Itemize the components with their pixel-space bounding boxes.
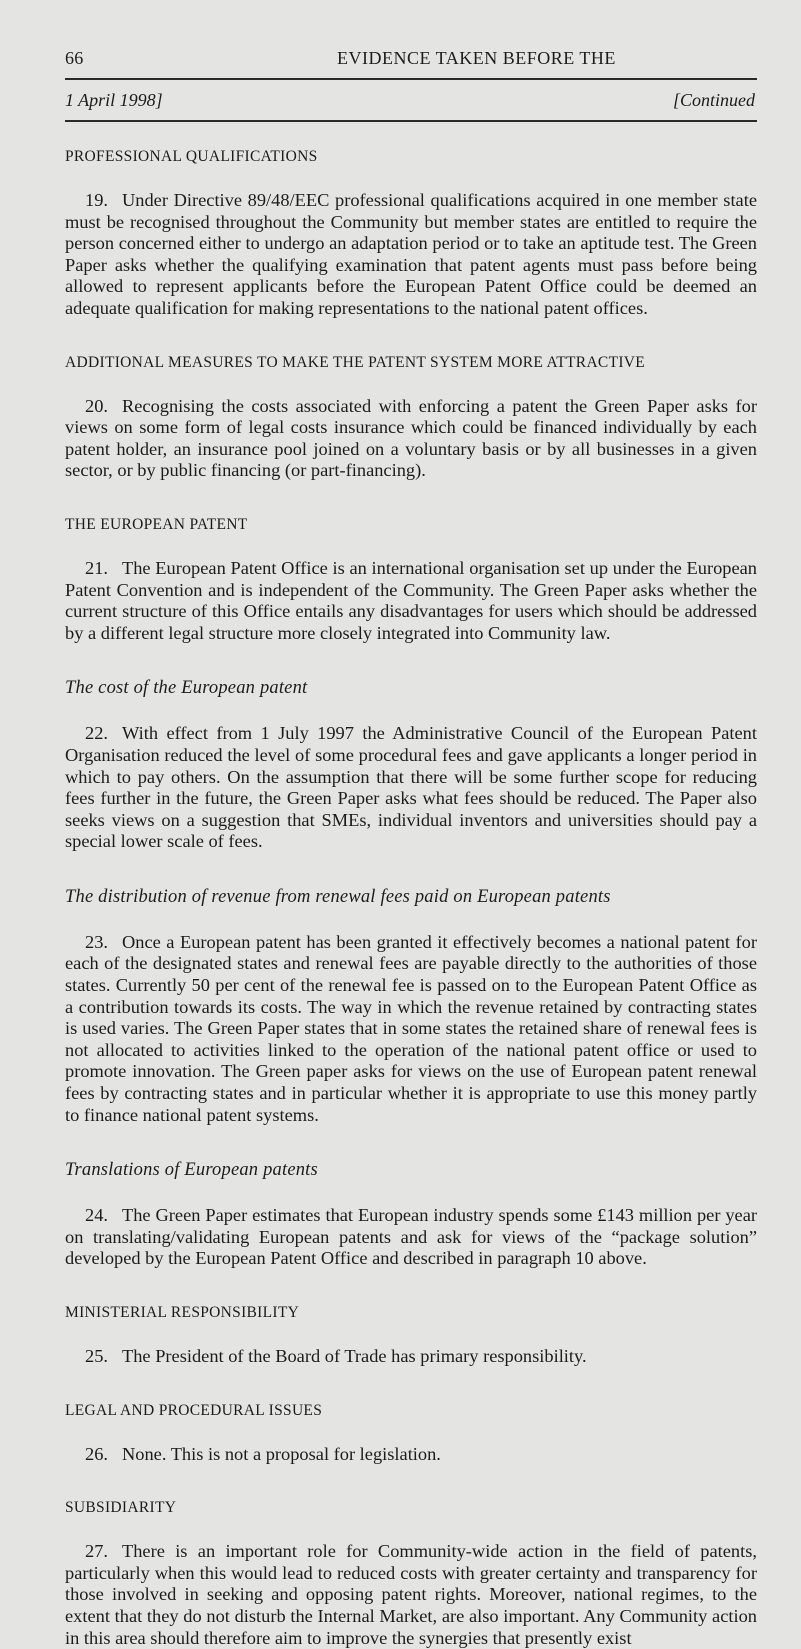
running-head: [65, 48, 757, 74]
paragraph-text: The European Patent Office is an international organisation set up under the European Patent Convention and is independent of the Community. The Green Paper asks whether the current structure of this Office entails any disadvantages for users which should be addressed by a different legal structure more closely integrated into Community law.: [65, 557, 757, 643]
section-heading: [65, 1499, 757, 1517]
section-heading-text: Translations of European patents: [65, 1160, 318, 1181]
header-rule-top: [65, 78, 757, 80]
paragraph-21: [65, 558, 757, 644]
paragraph-26: [65, 1444, 757, 1466]
section-heading-text: SUBSIDIARITY: [65, 1499, 177, 1517]
running-head-title: EVIDENCE TAKEN BEFORE THE: [337, 48, 616, 68]
section-heading-text: ADDITIONAL MEASURES TO MAKE THE PATENT SYSTEM MORE ATTRACTIVE: [65, 353, 646, 371]
paragraph-25: [65, 1346, 757, 1368]
paragraph-text: There is an important role for Community-wide action in the field of patents, particularly when this would lead to reduced costs with greater certainty and transparency for those involved in seeking and opposing patent rights. Moreover, national regimes, to the extent that they do not disturb the Internal Market, are also important. Any Community action in this area should therefore aim to improve the synergies that presently exist: [65, 1541, 757, 1648]
paragraph-number: 26.: [85, 1443, 108, 1464]
evidence-date: 1 April 1998]: [65, 90, 163, 110]
paragraph-number: 27.: [85, 1541, 108, 1562]
paragraph-number: 25.: [85, 1346, 108, 1366]
section-heading: [65, 1160, 757, 1181]
paragraph-text: None. This is not a proposal for legislation.: [122, 1443, 441, 1464]
section-heading: [65, 148, 757, 166]
paragraph-text: Recognising the costs associated with enforcing a patent the Green Paper asks for views on some form of legal costs insurance which could be financed individually by each patent holder, an insurance pool joined on a voluntary basis or by all businesses in a given sector, or by public financing (or part-financing).: [65, 395, 757, 481]
page-number: 66: [65, 48, 84, 68]
section-heading-text: The cost of the European patent: [65, 678, 308, 699]
paragraph-20: [65, 396, 757, 482]
paragraph-number: 19.: [85, 190, 108, 210]
section-heading: [65, 1402, 757, 1420]
paragraph-text: The Green Paper estimates that European industry spends some £143 million per year on translating/validating European patents and ask for views of the “package solution” developed by the European Patent Office and described in paragraph 10 above.: [65, 1205, 757, 1269]
section-heading: [65, 354, 757, 372]
section-heading: [65, 1304, 757, 1322]
paragraph-number: 24.: [85, 1205, 108, 1226]
paragraph-number: 21.: [85, 557, 108, 578]
paragraph-number: 23.: [85, 931, 108, 952]
paragraph-text: Under Directive 89/48/EEC professional qualifications acquired in one member state must be recognised throughout the Community but member states are entitled to require the person concerned either to undergo an adaptation period or to take an aptitude test. The Green Paper asks whether the qualifying examination that patent agents must pass before being allowed to represent applicants before the European Patent Office could be deemed an adequate qualification for making representations to the national patent offices.: [65, 190, 757, 318]
section-heading: [65, 516, 757, 534]
paragraph-24: [65, 1205, 757, 1270]
paragraph-22: [65, 723, 757, 853]
section-heading: [65, 887, 757, 908]
section-heading-text: The distribution of revenue from renewal fees paid on European patents: [65, 886, 611, 907]
dateline: [65, 90, 757, 120]
paragraph-text: With effect from 1 July 1997 the Administrative Council of the European Patent Organisation reduced the level of some procedural fees and gave applicants a longer period in which to pay others. On the assumption that there will be some further scope for reducing fees further in the future, the Green Paper asks what fees should be reduced. The Paper also seeks views on a suggestion that SMEs, individual inventors and universities should pay a special lower scale of fees.: [65, 723, 757, 852]
paragraph-27: [65, 1541, 757, 1649]
paragraph-text: The President of the Board of Trade has primary responsibility.: [122, 1346, 587, 1366]
section-heading-text: PROFESSIONAL QUALIFICATIONS: [65, 148, 318, 165]
section-heading: [65, 678, 757, 699]
paragraph-text: Once a European patent has been granted it effectively becomes a national patent for each of the designated states and renewal fees are payable directly to the authorities of those states. Currently 50 per cent of the renewal fee is passed on to the European Patent Office as a contribution towards its costs. The way in which the revenue retained by contracting states is used varies. The Green Paper states that in some states the retained share of renewal fees is not allocated to activities linked to the operation of the national patent office or used to promote innovation. The Green paper asks for views on the use of European patent renewal fees by contracting states and in particular whether it is appropriate to use this money partly to finance national patent systems.: [65, 931, 757, 1125]
paragraph-number: 20.: [85, 395, 108, 416]
paragraph-number: 22.: [85, 723, 108, 744]
section-heading-text: MINISTERIAL RESPONSIBILITY: [65, 1304, 300, 1321]
paragraph-19: [65, 190, 757, 320]
section-heading-text: THE EUROPEAN PATENT: [65, 515, 248, 533]
continued-label: [Continued: [672, 90, 755, 110]
paragraph-23: [65, 932, 757, 1126]
section-heading-text: LEGAL AND PROCEDURAL ISSUES: [65, 1401, 323, 1419]
